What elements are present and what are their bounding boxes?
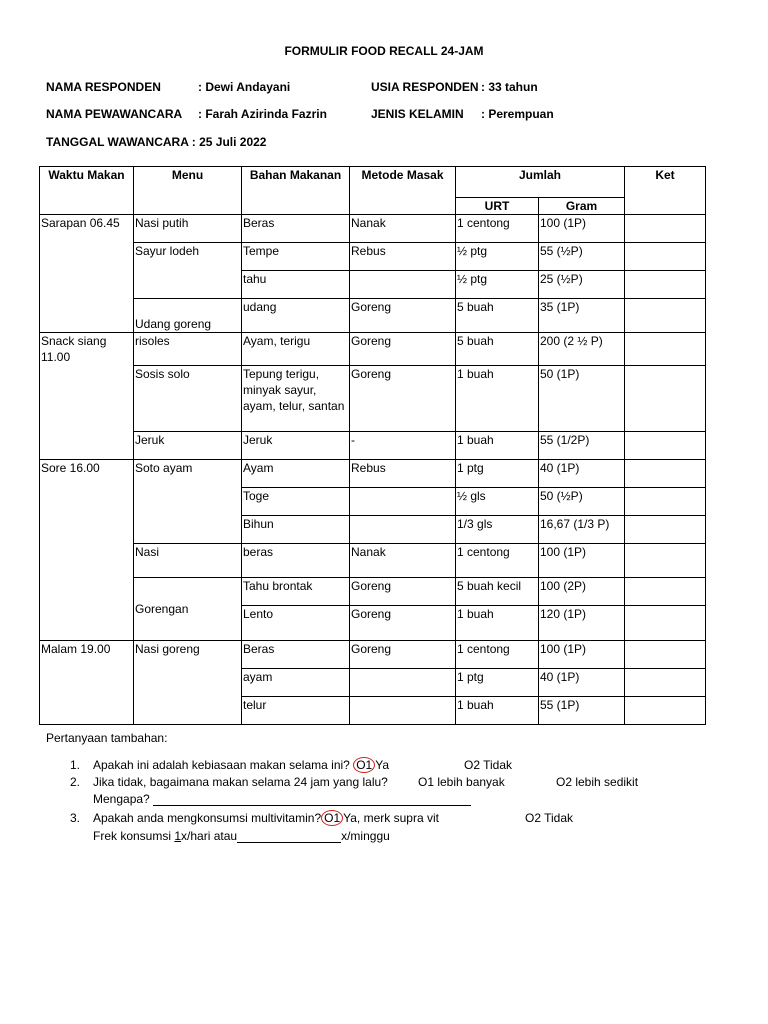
menu-cell: Gorengan <box>134 578 242 641</box>
gram-cell: 40 (1P) <box>539 460 625 488</box>
ingredient-cell: Tahu brontak <box>242 578 350 606</box>
gram-cell: 55 (1/2P) <box>539 432 625 460</box>
q1-option-1-label: Ya <box>375 758 389 772</box>
ingredient-cell: Beras <box>242 641 350 669</box>
interviewer-value: : Farah Azirinda Fazrin <box>198 107 327 121</box>
ingredient-cell: tahu <box>242 271 350 299</box>
q3-option-1-circled[interactable]: O1 <box>321 810 343 826</box>
questions-heading: Pertanyaan tambahan: <box>46 731 168 745</box>
gram-cell: 200 (2 ½ P) <box>539 333 625 366</box>
ket-cell <box>625 432 706 460</box>
q1-option-2[interactable]: O2 Tidak <box>464 758 513 772</box>
ingredient-cell: Beras <box>242 215 350 243</box>
menu-cell: risoles <box>134 333 242 366</box>
ket-cell <box>625 578 706 606</box>
ket-cell <box>625 641 706 669</box>
urt-cell: ½ ptg <box>456 271 539 299</box>
gram-cell: 120 (1P) <box>539 606 625 641</box>
urt-cell: 1 centong <box>456 215 539 243</box>
ingredient-cell: Bihun <box>242 516 350 544</box>
ingredient-cell: telur <box>242 697 350 725</box>
method-cell: Goreng <box>350 299 456 333</box>
method-cell: Goreng <box>350 578 456 606</box>
q1-text: Apakah ini adalah kebiasaan makan selama ini? <box>93 758 350 772</box>
q2-reason-row <box>93 792 471 806</box>
q1-option-1-circled[interactable]: O1 <box>353 757 375 773</box>
interview-date: TANGGAL WAWANCARA : 25 Juli 2022 <box>46 135 267 149</box>
q3-option-2[interactable]: O2 Tidak <box>525 811 574 825</box>
q3-text: Apakah anda mengkonsumsi multivitamin? <box>93 811 322 825</box>
urt-cell: 1 ptg <box>456 460 539 488</box>
method-cell: Nanak <box>350 215 456 243</box>
ket-cell <box>625 697 706 725</box>
ket-cell <box>625 488 706 516</box>
gram-cell: 50 (1P) <box>539 366 625 432</box>
food-recall-table <box>39 166 706 725</box>
ket-cell <box>625 271 706 299</box>
method-cell: Goreng <box>350 366 456 432</box>
ket-cell <box>625 606 706 641</box>
gram-cell: 50 (½P) <box>539 488 625 516</box>
ket-cell <box>625 299 706 333</box>
urt-cell: 5 buah <box>456 333 539 366</box>
menu-cell: Jeruk <box>134 432 242 460</box>
method-cell: Goreng <box>350 606 456 641</box>
form-title: FORMULIR FOOD RECALL 24-JAM <box>284 44 484 58</box>
gram-cell: 25 (½P) <box>539 271 625 299</box>
menu-cell: Nasi <box>134 544 242 578</box>
urt-cell: 1 buah <box>456 697 539 725</box>
respondent-name-value: : Dewi Andayani <box>198 80 291 94</box>
method-cell: Rebus <box>350 460 456 488</box>
q1-row <box>93 758 389 772</box>
ket-cell <box>625 243 706 271</box>
ingredient-cell: Ayam <box>242 460 350 488</box>
gram-cell: 100 (1P) <box>539 215 625 243</box>
menu-cell: Sosis solo <box>134 366 242 432</box>
method-cell: Goreng <box>350 641 456 669</box>
menu-cell: Soto ayam <box>134 460 242 544</box>
interviewer-label: NAMA PEWAWANCARA <box>46 107 183 121</box>
q1-number: 1. <box>70 758 81 772</box>
gram-cell: 100 (2P) <box>539 578 625 606</box>
urt-cell: 5 buah <box>456 299 539 333</box>
respondent-name-label: NAMA RESPONDEN <box>46 80 161 94</box>
menu-cell: Nasi goreng <box>134 641 242 725</box>
gender-value: : Perempuan <box>481 107 554 121</box>
ket-cell <box>625 544 706 578</box>
urt-cell: 1 buah <box>456 432 539 460</box>
ingredient-cell: Jeruk <box>242 432 350 460</box>
q3-row <box>93 811 439 825</box>
urt-cell: 1 buah <box>456 606 539 641</box>
ingredient-cell: Tempe <box>242 243 350 271</box>
method-cell <box>350 271 456 299</box>
q3-weekly-field[interactable] <box>237 830 341 843</box>
method-cell: Nanak <box>350 544 456 578</box>
header-bahan: Bahan Makanan <box>242 167 350 215</box>
method-cell <box>350 516 456 544</box>
q3-frequency-row <box>93 829 390 843</box>
q2-option-1[interactable]: O1 lebih banyak <box>418 775 505 789</box>
ingredient-cell: Tepung terigu, minyak sayur, ayam, telur, santan <box>242 366 350 432</box>
urt-cell: 1 centong <box>456 544 539 578</box>
menu-cell: Udang goreng <box>134 299 242 333</box>
gender-label: JENIS KELAMIN <box>371 107 464 121</box>
ingredient-cell: Lento <box>242 606 350 641</box>
gram-cell: 100 (1P) <box>539 544 625 578</box>
urt-cell: 1/3 gls <box>456 516 539 544</box>
method-cell <box>350 697 456 725</box>
header-gram: Gram <box>539 198 625 215</box>
meal-time-cell: Snack siang 11.00 <box>40 333 134 460</box>
respondent-age-value: : 33 tahun <box>481 80 538 94</box>
gram-cell: 55 (½P) <box>539 243 625 271</box>
gram-cell: 35 (1P) <box>539 299 625 333</box>
header-urt: URT <box>456 198 539 215</box>
ingredient-cell: Toge <box>242 488 350 516</box>
urt-cell: ½ gls <box>456 488 539 516</box>
ket-cell <box>625 516 706 544</box>
q2-reason-label: Mengapa? <box>93 792 150 806</box>
ingredient-cell: ayam <box>242 669 350 697</box>
q3-frequency-mid: x/hari atau <box>181 829 238 843</box>
method-cell <box>350 669 456 697</box>
q3-frequency-prefix: Frek konsumsi <box>93 829 175 843</box>
method-cell <box>350 488 456 516</box>
gram-cell: 16,67 (1/3 P) <box>539 516 625 544</box>
method-cell: Rebus <box>350 243 456 271</box>
gram-cell: 40 (1P) <box>539 669 625 697</box>
q2-text: Jika tidak, bagaimana makan selama 24 jam yang lalu? <box>93 775 388 789</box>
respondent-age-label: USIA RESPONDEN <box>371 80 479 94</box>
ket-cell <box>625 215 706 243</box>
q2-option-2[interactable]: O2 lebih sedikit <box>556 775 639 789</box>
header-waktu: Waktu Makan <box>40 167 134 215</box>
ingredient-cell: beras <box>242 544 350 578</box>
urt-cell: 5 buah kecil <box>456 578 539 606</box>
ket-cell <box>625 366 706 432</box>
meal-time-cell: Sarapan 06.45 <box>40 215 134 333</box>
meal-time-cell: Sore 16.00 <box>40 460 134 641</box>
q3-frequency-value[interactable]: 1 <box>174 829 182 843</box>
urt-cell: ½ ptg <box>456 243 539 271</box>
header-ket: Ket <box>625 167 706 215</box>
urt-cell: 1 ptg <box>456 669 539 697</box>
header-metode: Metode Masak <box>350 167 456 215</box>
header-jumlah: Jumlah <box>456 167 625 198</box>
menu-cell: Sayur lodeh <box>134 243 242 299</box>
method-cell: Goreng <box>350 333 456 366</box>
ket-cell <box>625 669 706 697</box>
q3-option-1-label: Ya, merk supra vit <box>343 811 439 825</box>
q2-reason-field[interactable] <box>153 793 471 806</box>
menu-cell: Nasi putih <box>134 215 242 243</box>
header-menu: Menu <box>134 167 242 215</box>
gram-cell: 55 (1P) <box>539 697 625 725</box>
urt-cell: 1 centong <box>456 641 539 669</box>
method-cell: - <box>350 432 456 460</box>
q2-number: 2. <box>70 775 81 789</box>
q3-number: 3. <box>70 811 81 825</box>
urt-cell: 1 buah <box>456 366 539 432</box>
meal-time-cell: Malam 19.00 <box>40 641 134 725</box>
q3-frequency-suffix: x/minggu <box>341 829 390 843</box>
gram-cell: 100 (1P) <box>539 641 625 669</box>
ket-cell <box>625 460 706 488</box>
ingredient-cell: udang <box>242 299 350 333</box>
ket-cell <box>625 333 706 366</box>
ingredient-cell: Ayam, terigu <box>242 333 350 366</box>
